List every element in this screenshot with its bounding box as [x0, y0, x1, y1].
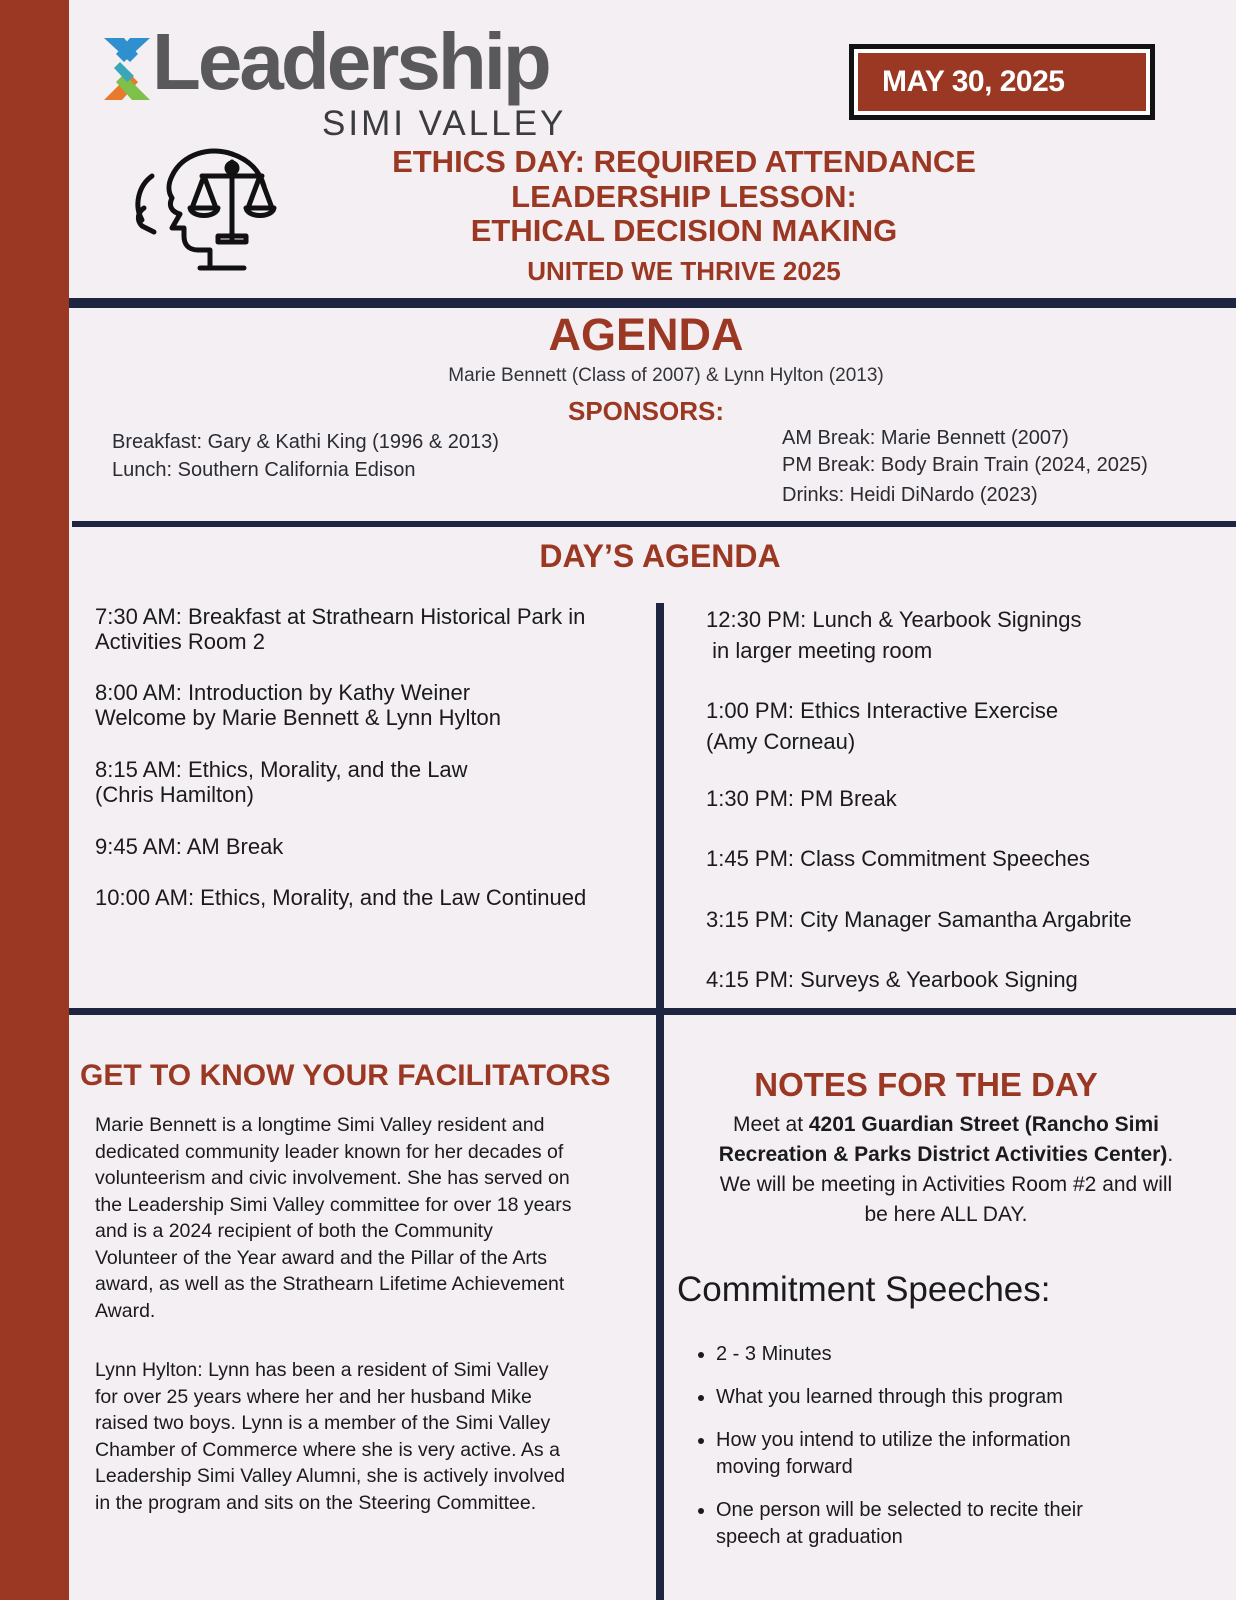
schedule-item — [706, 907, 1132, 932]
bio-line: award, as well as the Strathearn Lifetime Achievement — [95, 1273, 565, 1295]
bio-line: Volunteer of the Year award and the Pillar of the Arts — [95, 1246, 548, 1269]
schedule-item — [95, 885, 586, 910]
schedule-item-line: 7:30 AM: Breakfast at Strathearn Historical Park in — [95, 604, 586, 629]
schedule-item-line: Welcome by Marie Bennett & Lynn Hylton — [95, 705, 501, 730]
bio-line: dedicated community leader known for her decades of — [95, 1140, 564, 1163]
schedule-item-line: (Amy Corneau) — [706, 729, 856, 754]
schedule-item-line: 1:30 PM: PM Break — [706, 786, 897, 811]
schedule-item-line: (Chris Hamilton) — [95, 782, 254, 807]
schedule-item — [706, 604, 1082, 666]
title-line-2: LEADERSHIP LESSON: — [511, 179, 857, 214]
schedule-item-line: 3:15 PM: City Manager Samantha Argabrite — [706, 907, 1132, 932]
schedule-item — [706, 786, 897, 811]
title-line-1: ETHICS DAY: REQUIRED ATTENDANCE — [392, 144, 976, 179]
sponsor-drinks: Drinks: Heidi DiNardo (2023) — [782, 484, 1038, 506]
bio-line: volunteerism and civic involvement. She has served on — [95, 1167, 570, 1189]
schedule-item — [95, 834, 283, 859]
notes-address-end: . — [1167, 1143, 1174, 1166]
title-line-4: UNITED WE THRIVE 2025 — [527, 256, 841, 286]
commitment-item — [716, 1341, 1224, 1368]
bio-line: raised two boys. Lynn is a member of the Simi Valley — [95, 1412, 551, 1434]
logo-subtitle: SIMI VALLEY — [322, 104, 567, 143]
bio-line: and is a 2024 recipient of both the Community — [95, 1220, 493, 1242]
schedule-item-line: 10:00 AM: Ethics, Morality, and the Law Continued — [95, 885, 587, 910]
divider-lower — [69, 1008, 1236, 1015]
sponsor-lunch: Lunch: Southern California Edison — [112, 459, 416, 481]
days-agenda-heading: DAY’S AGENDA — [539, 538, 781, 574]
schedule-item-line: 1:45 PM: Class Commitment Speeches — [706, 846, 1090, 871]
column-divider — [656, 603, 664, 1600]
commitment-heading: Commitment Speeches: — [677, 1270, 1051, 1309]
commitment-item-text: One person will be selected to recite their — [716, 1499, 1083, 1521]
facilitator-bio-lynn — [95, 1357, 565, 1516]
notes-meet-prefix: Meet at — [733, 1113, 809, 1136]
facilitators-heading: GET TO KNOW YOUR FACILITATORS — [80, 1059, 611, 1092]
agenda-heading: AGENDA — [548, 309, 744, 360]
commitment-item-text: 2 - 3 Minutes — [716, 1343, 832, 1365]
schedule-item-line: 8:00 AM: Introduction by Kathy Weiner — [95, 680, 471, 705]
notes-address-2: Recreation & Parks District Activities Center) — [718, 1143, 1168, 1166]
bio-line: Lynn Hylton: Lynn has been a resident of Simi Valley — [95, 1359, 549, 1381]
divider-top — [69, 298, 1236, 308]
bio-line: Chamber of Commerce where she is very active. As a — [95, 1438, 560, 1461]
notes-line-3: We will be meeting in Activities Room #2 and will — [719, 1173, 1173, 1196]
bio-line: the Leadership Simi Valley committee for over 18 years — [95, 1193, 572, 1216]
commitment-item-text: speech at graduation — [716, 1526, 903, 1548]
commitment-item — [716, 1427, 1224, 1481]
bio-line: Marie Bennett is a longtime Simi Valley resident and — [95, 1114, 545, 1136]
sponsor-pm-break: PM Break: Body Brain Train (2024, 2025) — [782, 454, 1148, 476]
bio-line: for over 25 years where her and her husband Mike — [95, 1385, 532, 1408]
schedule-item — [95, 680, 501, 730]
title-line-3: ETHICAL DECISION MAKING — [470, 213, 898, 248]
schedule-item — [95, 604, 585, 654]
commitment-item-text: What you learned through this program — [716, 1386, 1063, 1408]
schedule-item-line: Activities Room 2 — [95, 629, 265, 654]
schedule-item — [706, 695, 1058, 757]
agenda-hosts: Marie Bennett (Class of 2007) & Lynn Hylton (2013) — [448, 365, 884, 386]
sponsors-heading: SPONSORS: — [567, 396, 725, 426]
commitment-item — [716, 1384, 1224, 1411]
schedule-item-line: 9:45 AM: AM Break — [95, 834, 284, 859]
date-badge — [849, 44, 1155, 120]
notes-line-2 — [676, 1140, 1216, 1170]
sponsor-am-break: AM Break: Marie Bennett (2007) — [782, 427, 1069, 449]
commitment-list — [684, 1341, 1224, 1551]
sponsor-breakfast: Breakfast: Gary & Kathi King (1996 & 2013) — [112, 431, 499, 453]
schedule-item-line: 8:15 AM: Ethics, Morality, and the Law — [95, 757, 468, 782]
leadership-logo-icon — [102, 36, 152, 107]
schedule-item — [706, 967, 1078, 992]
ethics-head-scales-icon — [132, 146, 278, 277]
bio-line: in the program and sits on the Steering Committee. — [95, 1491, 537, 1514]
logo-wordmark: Leadership — [152, 17, 549, 106]
notes-line-4: be here ALL DAY. — [864, 1203, 1028, 1226]
date-text: MAY 30, 2025 — [858, 53, 1146, 111]
schedule-item-line: in larger meeting room — [706, 638, 933, 663]
notes-address: 4201 Guardian Street (Rancho Simi — [808, 1113, 1159, 1136]
commitment-item — [716, 1497, 1224, 1551]
schedule-item-line: 12:30 PM: Lunch & Yearbook Signings — [706, 607, 1082, 632]
bio-line: Leadership Simi Valley Alumni, she is actively involved — [95, 1465, 566, 1487]
notes-heading: NOTES FOR THE DAY — [754, 1066, 1098, 1103]
schedule-item — [706, 846, 1090, 871]
commitment-item-text: moving forward — [716, 1456, 853, 1478]
schedule-item-line: 4:15 PM: Surveys & Yearbook Signing — [706, 967, 1078, 992]
schedule-item — [95, 757, 468, 807]
bio-line: Award. — [95, 1299, 156, 1322]
facilitator-bio-marie — [95, 1112, 572, 1324]
divider-middle — [72, 521, 1236, 527]
commitment-item-text: How you intend to utilize the information — [716, 1429, 1071, 1451]
left-accent-bar — [0, 0, 69, 1600]
notes-body — [676, 1110, 1216, 1230]
schedule-item-line: 1:00 PM: Ethics Interactive Exercise — [706, 698, 1059, 723]
notes-line-1 — [676, 1110, 1216, 1140]
